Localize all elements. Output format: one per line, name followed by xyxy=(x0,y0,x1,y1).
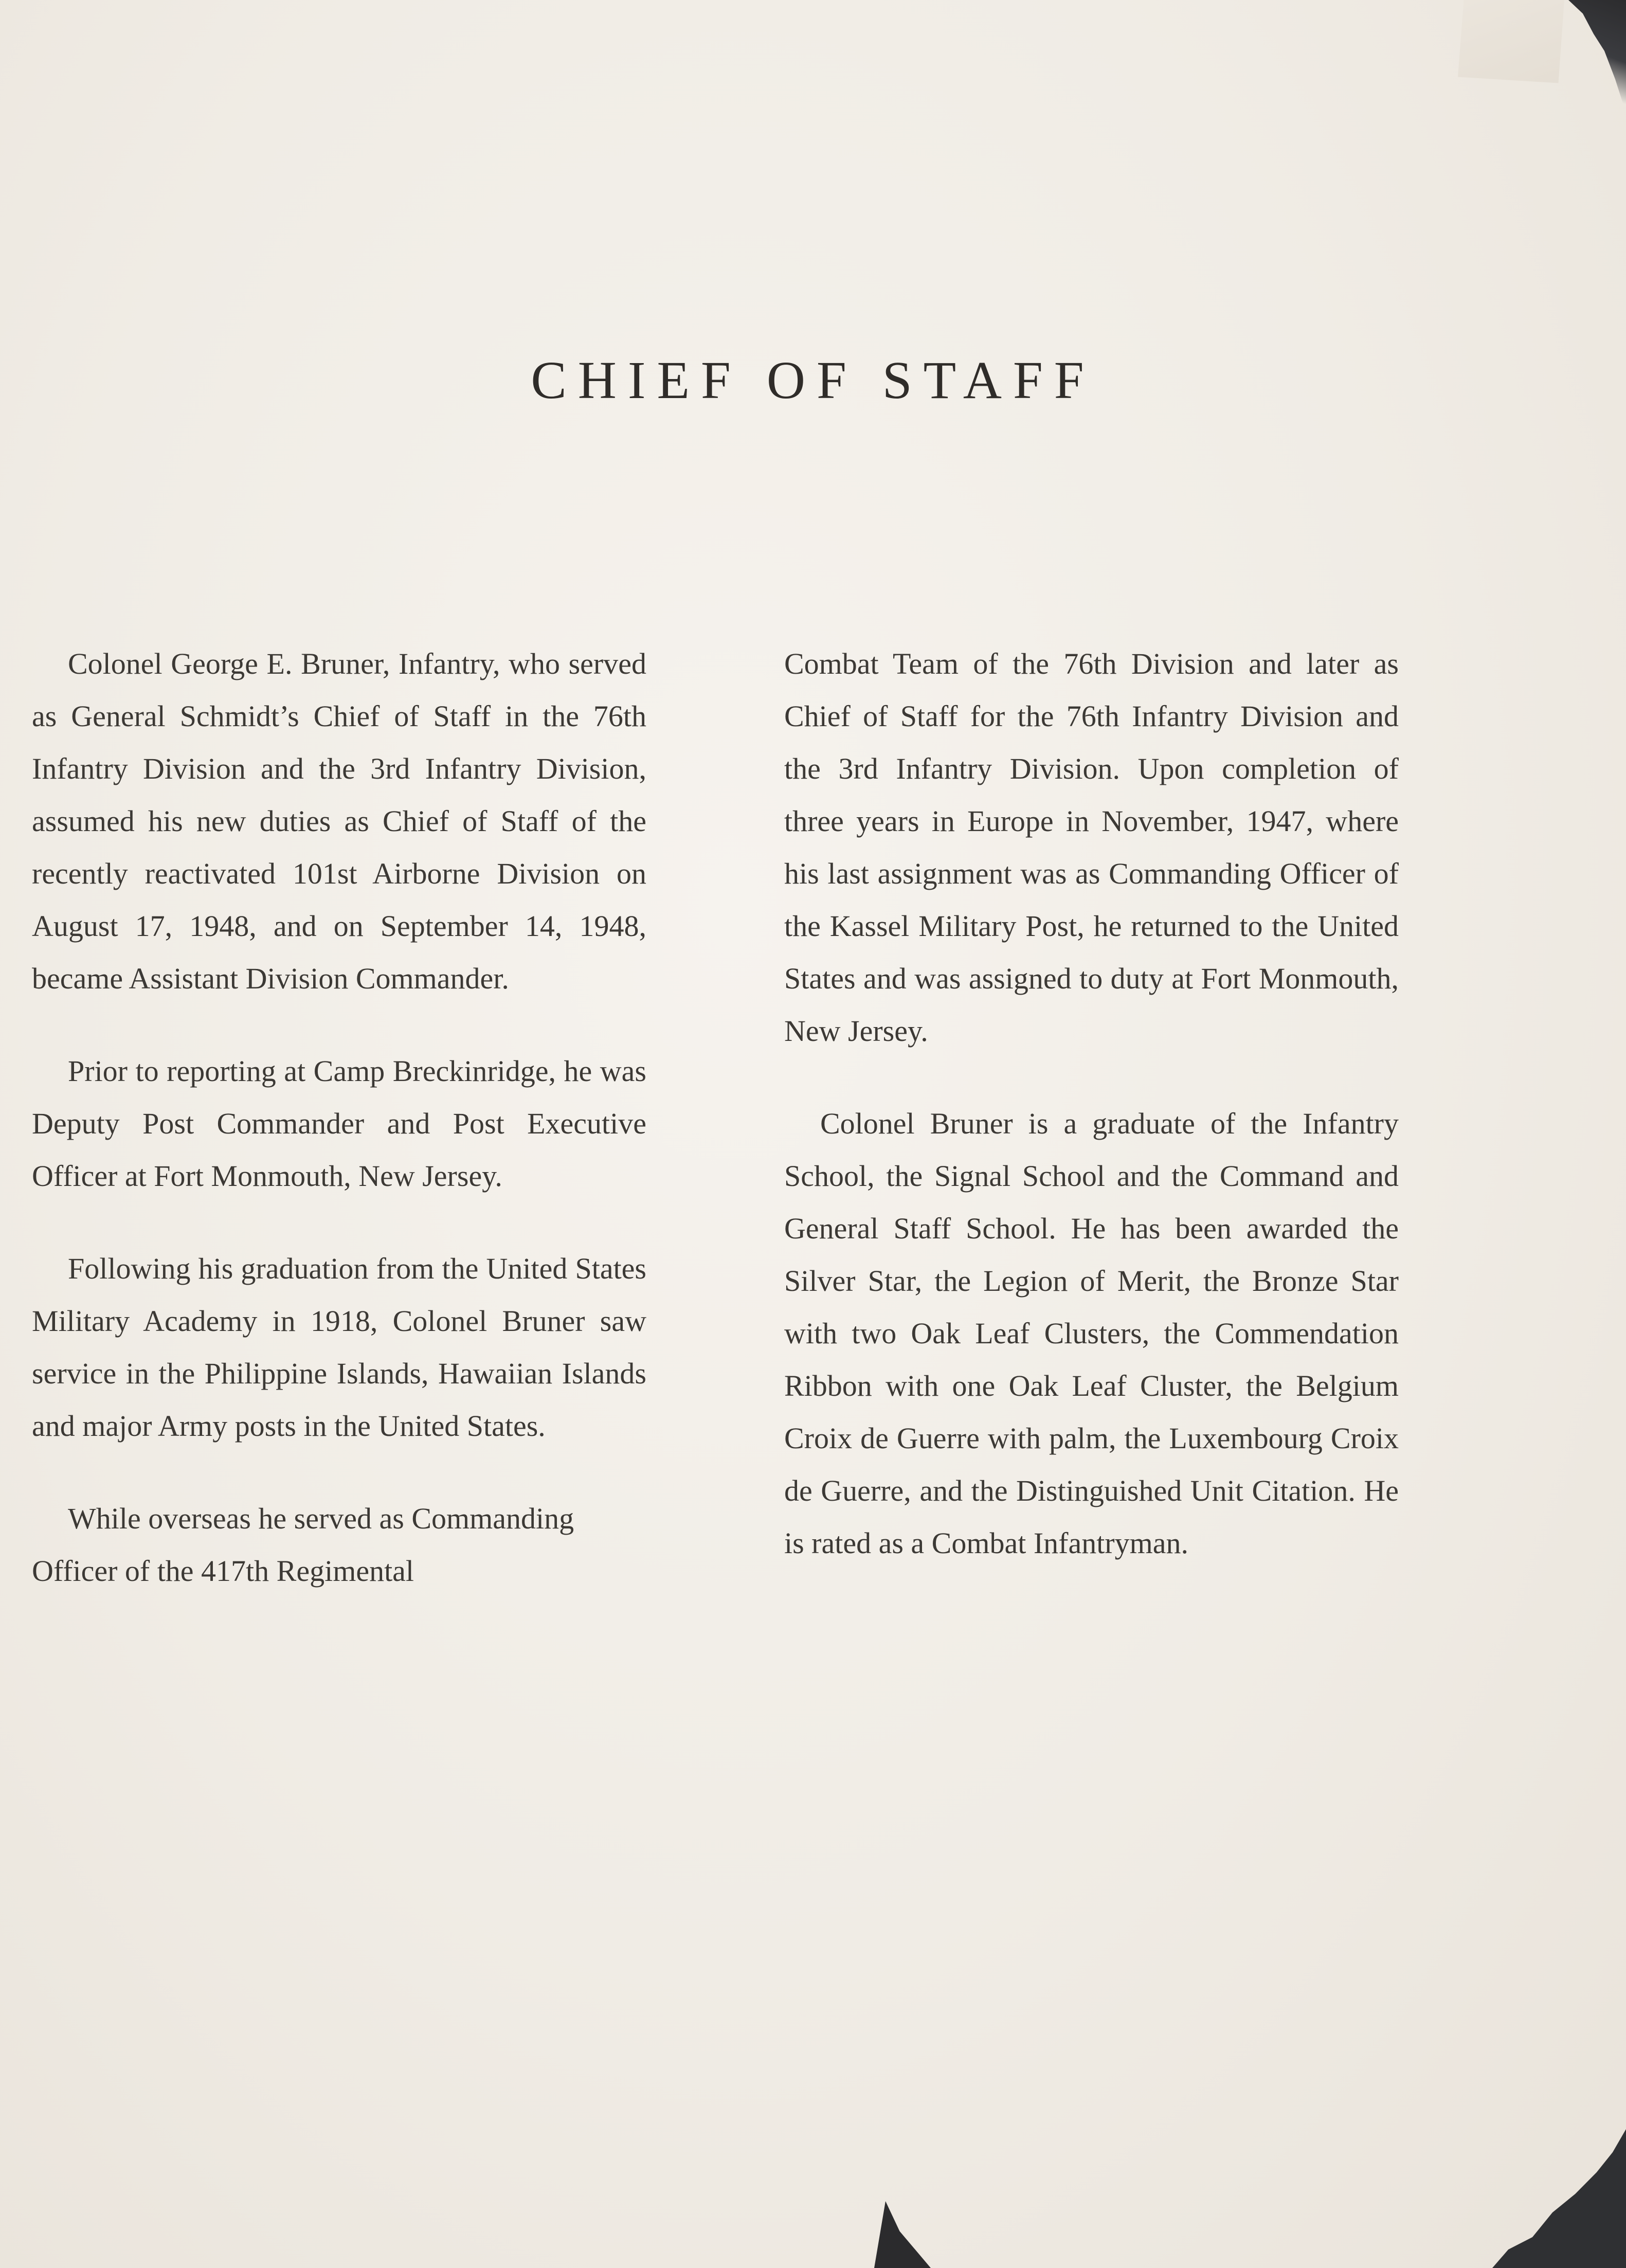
right-column xyxy=(784,638,1399,1610)
page-title: CHIEF OF STAFF xyxy=(531,351,1095,410)
paragraph-overseas-service-continued: Combat Team of the 76th Division and later as Chief of Staff for the 76th Infantry Division and the 3rd Infantry Division. Upon completion of three years in Europe in November, 1947, where his last assignment was as Commanding Officer of the Kassel Military Post, he returned to the United States and was assigned to duty at Fort Monmouth, New Jersey. xyxy=(784,647,1399,1048)
paragraph-education-awards: Colonel Bruner is a graduate of the Infantry School, the Signal School and the Command and General Staff School. He has been awarded the Silver Star, the Legion of Merit, the Bronze Star with two Oak Leaf Clusters, the Commendation Ribbon with one Oak Leaf Cluster, the Belgium Croix de Guerre with palm, the Luxembourg Croix de Guerre, and the Distinguished Unit Citation. He is rated as a Combat Infantryman. xyxy=(784,1107,1399,1560)
folded-corner xyxy=(1446,0,1564,87)
left-column xyxy=(32,638,646,1637)
paragraph-appointment: Colonel George E. Bruner, Infantry, who served as General Schmidt’s Chief of Staff in the 76th Infantry Division and the 3rd Infantry Division, assumed his new duties as Chief of Staff of the recently reactivated 101st Airborne Division on August 17, 1948, and on September 14, 1948, became Assistant Division Commander. xyxy=(32,647,646,995)
torn-edge-bottom-center xyxy=(874,2201,931,2268)
torn-edge-bottom-right xyxy=(1492,2114,1626,2268)
paragraph-early-service: Following his graduation from the United States Military Academy in 1918, Colonel Bruner saw service in the Philippine Islands, Hawaiian Islands and major Army posts in the United States. xyxy=(32,1252,646,1443)
paragraph-prior-assignment: Prior to reporting at Camp Breckinridge, he was Deputy Post Commander and Post Executive Officer at Fort Monmouth, New Jersey. xyxy=(32,1054,646,1193)
torn-edge-top-right xyxy=(1554,0,1626,113)
paragraph-overseas-service: While overseas he served as Commanding Officer of the 417th Regimental xyxy=(32,1502,574,1588)
